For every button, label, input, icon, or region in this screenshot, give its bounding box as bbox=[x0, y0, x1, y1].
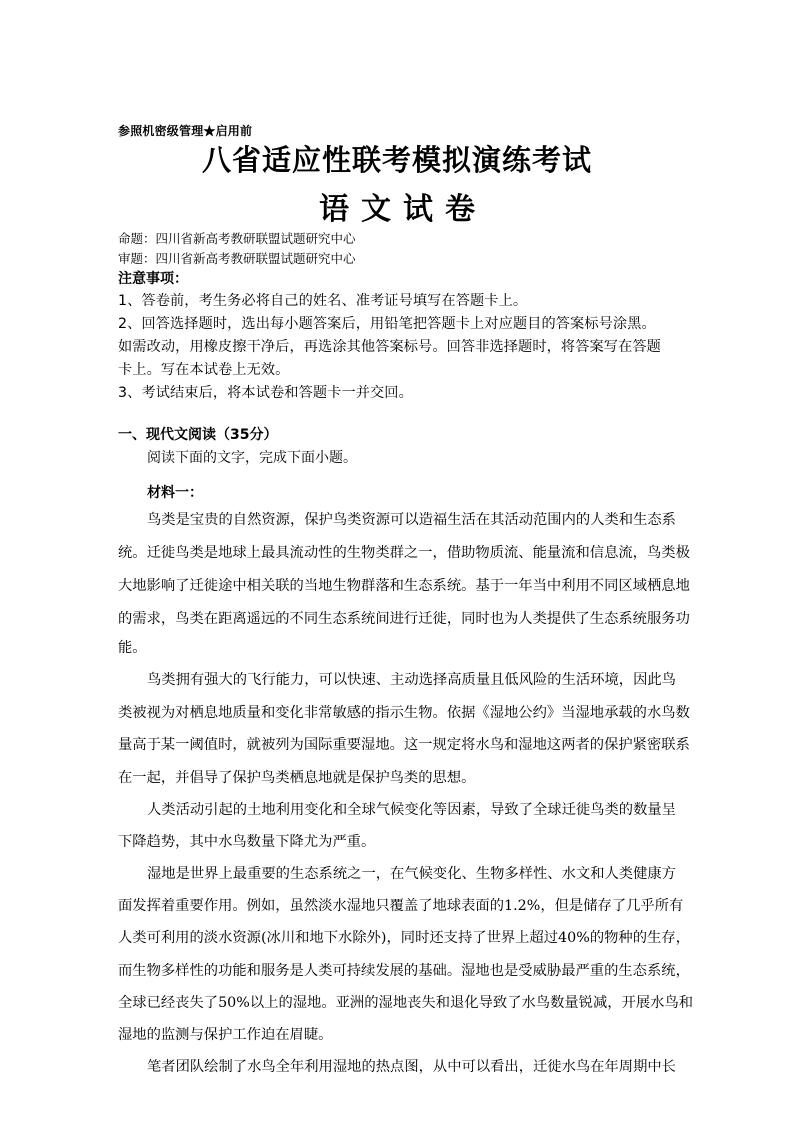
paragraph-3-line-1: 人类活动引起的土地利用变化和全球气候变化等因素，导致了全球迁徙鸟类的数量呈 bbox=[147, 802, 676, 818]
confidentiality-label: 参照机密级管理★启用前 bbox=[118, 124, 253, 138]
paragraph-3-line-2: 下降趋势，其中水鸟数量下降尤为严重。 bbox=[118, 834, 376, 850]
notice-item-3: 3、考试结束后，将本试卷和答题卡一并交回。 bbox=[118, 385, 413, 401]
paragraph-5-line-1: 笔者团队绘制了水鸟全年利用湿地的热点图，从中可以看出，迁徙水鸟在年周期中长 bbox=[147, 1059, 676, 1075]
notice-title: 注意事项： bbox=[118, 271, 188, 287]
exam-subtitle: 语文试卷 bbox=[319, 192, 487, 227]
paragraph-1-line-2: 统。迁徙鸟类是地球上最具流动性的生物类群之一，借助物质流、能量流和信息流，鸟类极 bbox=[118, 545, 690, 561]
paragraph-2-line-2: 类被视为对栖息地质量和变化非常敏感的指示生物。依据《湿地公约》当湿地承载的水鸟数 bbox=[118, 705, 690, 721]
paragraph-4-line-4: 而生物多样性的功能和服务是人类可持续发展的基础。湿地也是受威胁最严重的生态系统， bbox=[118, 963, 690, 979]
review-line: 审题：四川省新高考教研联盟试题研究中心 bbox=[118, 251, 356, 266]
paragraph-4-line-1: 湿地是世界上最重要的生态系统之一，在气候变化、生物多样性、水文和人类健康方 bbox=[147, 866, 676, 882]
exam-title: 八省适应性联考模拟演练考试 bbox=[201, 143, 592, 177]
paragraph-4-line-5: 全球已经丧失了50%以上的湿地。亚洲的湿地丧失和退化导致了水鸟数量锐减，开展水鸟和 bbox=[118, 995, 694, 1011]
paragraph-1-line-3: 大地影响了迁徙途中相关联的当地生物群落和生态系统。基于一年当中利用不同区域栖息地 bbox=[118, 578, 690, 594]
notice-item-1: 1、答卷前，考生务必将自己的姓名、准考证号填写在答题卡上。 bbox=[118, 293, 528, 309]
notice-item-2-line-3: 卡上。写在本试卷上无效。 bbox=[118, 362, 290, 378]
paragraph-4-line-2: 面发挥着重要作用。例如，虽然淡水湿地只覆盖了地球表面的1.2%，但是储存了几乎所有 bbox=[118, 898, 684, 914]
paragraph-2-line-3: 量高于某一阈值时，就被列为国际重要湿地。这一规定将水鸟和湿地这两者的保护紧密联系 bbox=[118, 737, 690, 753]
paragraph-1-line-1: 鸟类是宝贵的自然资源，保护鸟类资源可以造福生活在其活动范围内的人类和生态系 bbox=[147, 512, 676, 528]
paragraph-1-line-4: 的需求，鸟类在距离遥远的不同生态系统间进行迁徙，同时也为人类提供了生态系统服务功 bbox=[118, 611, 690, 627]
paragraph-4-line-3: 人类可利用的淡水资源(冰川和地下水除外)，同时还支持了世界上超过40%的物种的生存， bbox=[118, 930, 690, 946]
paragraph-1-line-5: 能。 bbox=[118, 640, 147, 656]
paragraph-4-line-6: 湿地的监测与保护工作迫在眉睫。 bbox=[118, 1027, 333, 1043]
paragraph-2-line-4: 在一起，并倡导了保护鸟类栖息地就是保护鸟类的思想。 bbox=[118, 770, 476, 786]
paragraph-2-line-1: 鸟类拥有强大的飞行能力，可以快速、主动选择高质量且低风险的生活环境，因此鸟 bbox=[147, 672, 676, 688]
section-heading: 一、现代文阅读（35分） bbox=[118, 427, 278, 443]
notice-item-2-line-1: 2、回答选择题时，选出每小题答案后，用铅笔把答题卡上对应题目的答案标号涂黑。 bbox=[118, 316, 656, 332]
material-label: 材料一： bbox=[147, 485, 203, 501]
author-line: 命题：四川省新高考教研联盟试题研究中心 bbox=[118, 231, 356, 246]
section-intro: 阅读下面的文字，完成下面小题。 bbox=[147, 450, 357, 466]
notice-item-2-line-2: 如需改动，用橡皮擦干净后，再选涂其他答案标号。回答非选择题时，将答案写在答题 bbox=[118, 339, 661, 355]
